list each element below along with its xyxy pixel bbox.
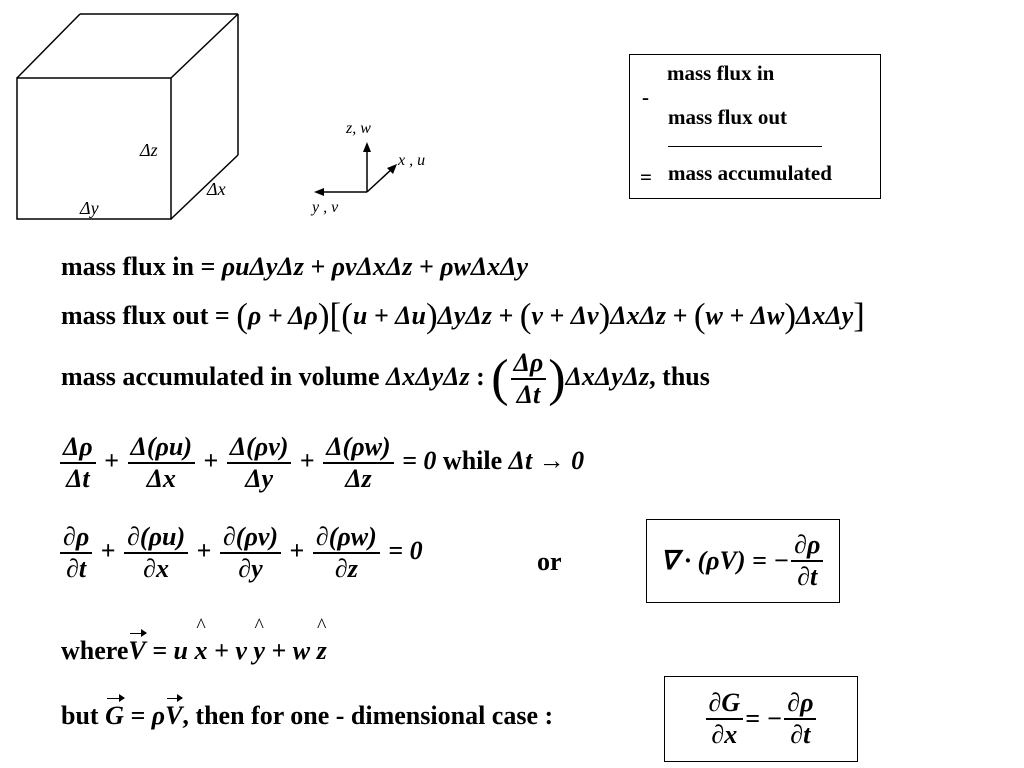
eq5-term4-num: ∂(ρw) [313, 522, 380, 554]
eq2-density-term: ρ + Δρ [247, 301, 318, 330]
eq3-tail: ΔxΔyΔz [565, 361, 650, 391]
control-volume-cube [0, 0, 300, 240]
eq6-v-term: + v [207, 636, 254, 665]
eq5-plus3: + [289, 535, 305, 565]
eq7-equals-rho: = ρ [123, 701, 166, 730]
eq5-term1-den: ∂t [66, 553, 87, 583]
eq4-while: while [442, 445, 503, 475]
legend-mass-flux-out: mass flux out [668, 105, 788, 129]
legend-equals: = [640, 165, 652, 189]
equation-finite-difference [58, 432, 584, 494]
mass-balance-legend [629, 54, 881, 199]
equation-continuity-differential [58, 522, 423, 584]
eq6-z-unit: ^ z [317, 638, 327, 664]
eq5-equals-zero: = 0 [388, 535, 423, 565]
eq6-y-unit: ^ y [253, 638, 265, 664]
eq7-tail: , then for one - dimensional case : [182, 701, 554, 730]
eq6-velocity-vector: V [128, 636, 146, 665]
eq3-colon: : [469, 361, 485, 391]
eq6-where: where [61, 636, 129, 665]
eq5-or: or [537, 547, 562, 576]
one-d-num-g: ∂G [706, 688, 744, 720]
eq2-u-area: ΔyΔz + [437, 301, 520, 330]
eq7-g-vector: G [105, 701, 124, 730]
eq6-w-term: + w [264, 636, 317, 665]
continuity-vector-lhs: ∇ · (ρV) = − [660, 546, 790, 575]
eq1-label: mass flux in [61, 252, 194, 281]
eq4-term2-den: Δx [146, 463, 176, 493]
equation-mass-flux-definition [61, 703, 553, 729]
one-dimensional-continuity-box [664, 676, 858, 762]
equation-velocity-vector [61, 638, 327, 664]
eq5-term4-den: ∂z [334, 553, 358, 583]
eq1-rhs: = ρuΔyΔz + ρvΔxΔz + ρwΔxΔy [193, 252, 529, 281]
eq5-term3-den: ∂y [238, 553, 263, 583]
axis-label-x: x , u [398, 152, 426, 169]
cube-label-dy: Δy [80, 198, 99, 218]
cube-label-dx: Δx [207, 179, 226, 199]
eq2-v-area: ΔxΔz + [610, 301, 694, 330]
one-d-equals-minus: = − [745, 704, 783, 733]
eq3-frac-den: Δt [516, 379, 541, 409]
eq4-limit: Δt → 0 [508, 445, 585, 475]
eq3-frac-num: Δρ [511, 348, 547, 380]
eq5-term2-den: ∂x [143, 553, 170, 583]
eq4-plus2: + [203, 445, 219, 475]
eq2-w-term: w + Δw [705, 301, 785, 330]
axis-label-y: y , v [312, 199, 339, 216]
one-d-num-rho: ∂ρ [784, 688, 816, 720]
eq6-u-term: = u [145, 636, 195, 665]
eq4-plus1: + [104, 445, 120, 475]
continuity-vector-form-box [646, 519, 840, 603]
equation-mass-accumulated: mass accumulated in volume ΔxΔyΔz : ( $\frac{\Delta\rho}{\Delta t}$ )ΔxΔyΔz, thus [61, 348, 710, 409]
equation-mass-flux-in [61, 254, 528, 280]
legend-mass-accumulated: mass accumulated [668, 161, 832, 185]
legend-minus: - [642, 85, 649, 109]
continuity-vector-den: ∂t [797, 562, 818, 591]
cube-label-dz: Δz [140, 140, 158, 160]
eq2-w-area: ΔxΔy [796, 301, 854, 330]
eq6-x-unit: ^ x [195, 638, 208, 664]
eq4-term4-den: Δz [345, 463, 372, 493]
axis-label-z: z, w [346, 120, 371, 137]
continuity-vector-num: ∂ρ [791, 530, 823, 562]
eq3-volume: ΔxΔyΔz [386, 361, 470, 391]
eq4-term4-num: Δ(ρw) [323, 432, 393, 464]
eq2-v-term: v + Δv [531, 301, 599, 330]
eq4-term1-num: Δρ [60, 432, 96, 464]
eq7-v-vector: V [165, 701, 183, 730]
legend-mass-flux-in: mass flux in [667, 61, 775, 85]
one-d-den-t: ∂t [790, 720, 811, 749]
eq4-term2-num: Δ(ρu) [128, 432, 195, 464]
eq4-term1-den: Δt [66, 463, 90, 493]
legend-divider [668, 146, 822, 147]
eq4-term3-den: Δy [245, 463, 274, 493]
eq2-label: mass flux out [61, 301, 209, 330]
eq5-term1-num: ∂ρ [60, 522, 92, 554]
eq5-term3-num: ∂(ρv) [220, 522, 281, 554]
equation-mass-flux-out: mass flux out = (ρ + Δρ)[(u + Δu)ΔyΔz + (v + Δv)ΔxΔz + (w + Δw)ΔxΔy] [61, 296, 865, 335]
eq5-plus2: + [196, 535, 212, 565]
eq2-u-term: u + Δu [352, 301, 426, 330]
eq7-but: but [61, 701, 106, 730]
eq4-equals-zero: = 0 [402, 445, 437, 475]
eq3-label: mass accumulated in volume [61, 361, 386, 391]
eq5-plus1: + [100, 535, 116, 565]
eq4-term3-num: Δ(ρv) [227, 432, 292, 464]
one-d-den-x: ∂x [711, 720, 738, 749]
coordinate-axes [300, 130, 420, 210]
eq5-term2-num: ∂(ρu) [124, 522, 188, 554]
eq3-thus: , thus [649, 361, 710, 391]
eq4-plus3: + [299, 445, 315, 475]
